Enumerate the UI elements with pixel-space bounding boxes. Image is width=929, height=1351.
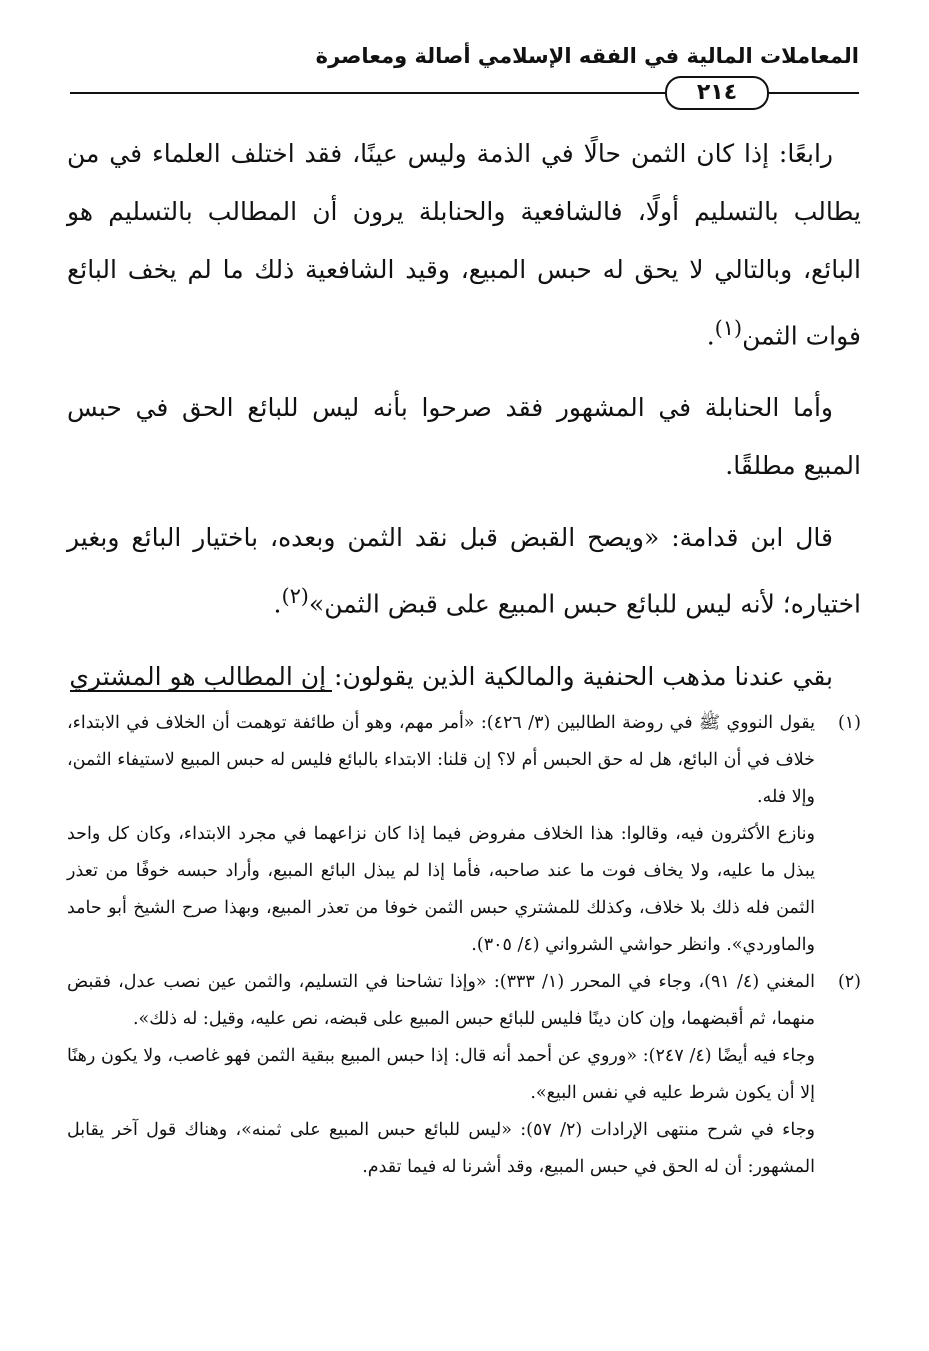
footnote-number: (١) bbox=[837, 713, 861, 733]
paragraph: قال ابن قدامة: «ويصح القبض قبل نقد الثمن وبعده، باختيار البائع وبغير اختياره؛ لأنه ليس للبائع حبس المبيع على قبض الثمن»$^{(٢)}$. bbox=[67, 523, 861, 619]
main-text bbox=[67, 125, 861, 706]
footnote-paragraph: ونازع الأكثرون فيه، وقالوا: هذا الخلاف مفروض فيما إذا كان نزاعهما في مجرد الابتداء، وكان كل واحد يبذل ما عليه، ولا يخاف فوت ما عند صاحبه، فأما إذا لم يبذل البائع المبيع، وأراد حبسه خوفًا من تعذر الثمن فله ذلك بلا خلاف، وكذلك للمشتري حبس الثمن خوفا من تعذر المبيع، وبهذا صرح الشيخ أبو حامد والماوردي». وانظر حواشي الشرواني (٤/ ٣٠٥). bbox=[67, 824, 815, 955]
footnote bbox=[67, 705, 861, 964]
footnote-separator bbox=[70, 690, 332, 692]
footnote-paragraph: المغني (٤/ ٩١)، وجاء في المحرر (١/ ٣٣٣): «وإذا تشاحنا في التسليم، والثمن عين نصب عدل، فقبض منهما، ثم أقبضهما، وإن كان دينًا فليس للبائع حبس المبيع على قبضه، نص عليه، وقيل: له ذلك». bbox=[67, 972, 815, 1029]
running-title: المعاملات المالية في الفقه الإسلامي أصالة ومعاصرة bbox=[315, 44, 859, 68]
footnote-paragraph: يقول النووي ﷺ في روضة الطالبين (٣/ ٤٢٦): «أمر مهم، وهو أن طائفة توهمت أن الخلاف في الابتداء، خلاف في أن البائع، هل له حق الحبس أم لا؟ إن قلنا: الابتداء بالبائع فليس له حبس المبيع لاستيفاء الثمن، وإلا فله. bbox=[67, 713, 815, 807]
footnote-ref: (١) bbox=[714, 316, 743, 340]
footnote-ref: (٢) bbox=[281, 584, 309, 609]
footnote bbox=[67, 964, 861, 1186]
footnotes bbox=[67, 705, 861, 1186]
footnote-paragraph: وجاء في شرح منتهى الإرادات (٢/ ٥٧): «ليس للبائع حبس المبيع على ثمنه»، وهناك قول آخر يقابل المشهور: أن له الحق في حبس المبيع، وقد أشرنا له فيما تقدم. bbox=[67, 1120, 815, 1177]
paragraph: بقي عندنا مذهب الحنفية والمالكية الذين يقولون: إن المطالب هو المشتري bbox=[69, 661, 833, 691]
page-number: ٢١٤ bbox=[665, 76, 769, 110]
footnote-paragraph: وجاء فيه أيضًا (٤/ ٢٤٧): «وروي عن أحمد أنه قال: إذا حبس المبيع ببقية الثمن فهو غاصب، ولا يكون رهنًا إلا أن يكون شرط عليه في نفس البيع». bbox=[67, 1046, 815, 1103]
paragraph: رابعًا: إذا كان الثمن حالًا في الذمة وليس عينًا، فقد اختلف العلماء في من يطالب بالتسليم أولًا، فالشافعية والحنابلة يرون أن المطالب بالتسليم هو البائع، وبالتالي لا يحق له حبس المبيع، وقيد الشافعية ذلك ما لم يخف البائع فوات الثمن$^{(١)}$. bbox=[67, 139, 861, 351]
paragraph: وأما الحنابلة في المشهور فقد صرحوا بأنه ليس للبائع الحق في حبس المبيع مطلقًا. bbox=[67, 393, 861, 481]
footnote-number: (٢) bbox=[837, 972, 861, 992]
